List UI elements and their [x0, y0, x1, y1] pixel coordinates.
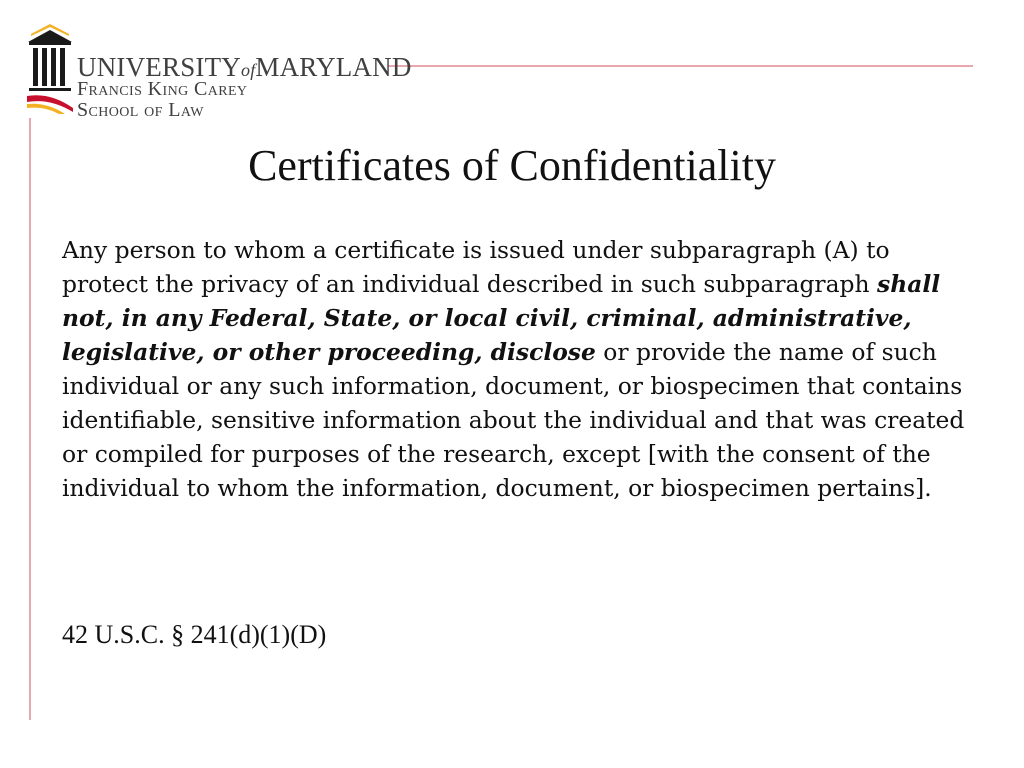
body-text-emphasized: shall not, in any Federal, State, or local civil, criminal, administrative, legislative, or other proceeding, disclose — [62, 270, 941, 366]
left-accent-rule — [29, 118, 31, 720]
logo-university-name: UNIVERSITYofMARYLAND — [77, 52, 412, 82]
body-text-after: or provide the name of such individual or any such information, document, or biospecimen that contains identifiable, sensitive information about the individual and that was created or compiled for purposes of the research, except [with the consent of the individual to whom the information, document, or biospecimen pertains]. — [62, 338, 965, 502]
slide-title: Certificates of Confidentiality — [248, 141, 776, 190]
logo-school-subtitle: School of Law — [77, 99, 204, 121]
header-accent-rule — [388, 65, 973, 67]
statute-citation: 42 U.S.C. § 241(d)(1)(D) — [62, 620, 327, 649]
slide-body-text — [62, 233, 982, 505]
university-logo — [25, 22, 412, 122]
columns-building-icon — [25, 22, 75, 114]
logo-school-name: Francis King Carey — [77, 78, 248, 100]
body-text-before: Any person to whom a certificate is issued under subparagraph (A) to protect the privacy of an individual described in such subparagraph — [62, 236, 890, 298]
